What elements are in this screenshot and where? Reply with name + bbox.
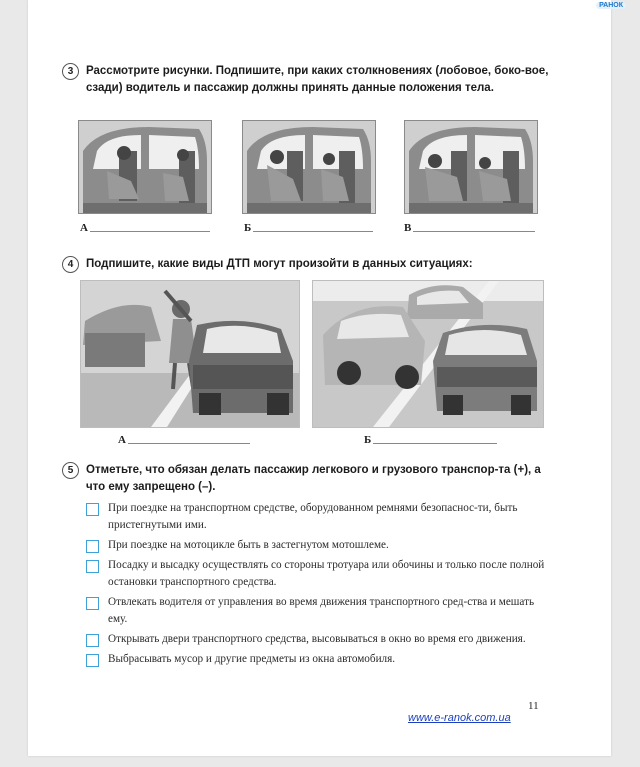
item-text: При поездке на транспортном средстве, оборудованном ремнями безопаснос-ти, быть пристегнутыми ими. xyxy=(108,502,518,531)
task-number: 5 xyxy=(62,462,79,479)
car-interior-picture-c xyxy=(404,120,538,214)
pedestrian-picture xyxy=(80,280,300,428)
caption-letter: А xyxy=(118,434,126,446)
caption-a-field[interactable] xyxy=(80,222,210,234)
list-item xyxy=(86,557,556,591)
answer-checkbox[interactable] xyxy=(86,654,99,667)
answer-line xyxy=(253,231,373,232)
caption-b-field-task4[interactable] xyxy=(364,434,497,446)
caption-letter: Б xyxy=(244,222,252,234)
caption-b-field[interactable] xyxy=(244,222,373,234)
answer-line xyxy=(90,231,210,232)
car-interior-picture-b xyxy=(242,120,376,214)
item-text: При поездке на мотоцикле быть в застегнутом мотошлеме. xyxy=(108,539,389,551)
caption-letter: Б xyxy=(364,434,372,446)
website-link[interactable]: www.e-ranok.com.ua xyxy=(408,712,511,724)
answer-checkbox[interactable] xyxy=(86,503,99,516)
answer-line xyxy=(413,231,535,232)
list-item xyxy=(86,537,556,554)
list-item xyxy=(86,500,556,534)
answer-line xyxy=(128,443,250,444)
task-number: 4 xyxy=(62,256,79,273)
answer-line xyxy=(373,443,497,444)
traffic-picture xyxy=(312,280,544,428)
answer-checkbox[interactable] xyxy=(86,597,99,610)
list-item xyxy=(86,651,556,668)
page-number: 11 xyxy=(528,700,539,712)
item-text: Открывать двери транспортного средства, высовываться в окно во время его движения. xyxy=(108,633,526,645)
task-question: Отметьте, что обязан делать пассажир легкового и грузового транспор-та (+), а что ему запрещено (–). xyxy=(86,464,541,493)
task-3 xyxy=(62,63,562,97)
caption-a-field-task4[interactable] xyxy=(118,434,250,446)
caption-letter: А xyxy=(80,222,88,234)
answer-checkbox[interactable] xyxy=(86,540,99,553)
item-text: Выбрасывать мусор и другие предметы из окна автомобиля. xyxy=(108,653,396,665)
list-item xyxy=(86,594,556,628)
car-interior-picture-a xyxy=(78,120,212,214)
checkbox-list xyxy=(86,500,556,671)
caption-c-field[interactable] xyxy=(404,222,535,234)
answer-checkbox[interactable] xyxy=(86,560,99,573)
task-number: 3 xyxy=(62,63,79,80)
task-question: Рассмотрите рисунки. Подпишите, при каких столкновениях (лобовое, боко-вое, сзади) водитель и пассажир должны принять данные положения тела. xyxy=(86,65,549,94)
task-5 xyxy=(62,462,562,496)
task-4 xyxy=(62,256,562,273)
item-text: Посадку и высадку осуществлять со стороны тротуара или обочины и только после полной остановки транспортного средства. xyxy=(108,559,545,588)
item-text: Отвлекать водителя от управления во время движения транспортного сред-ства и мешать ему. xyxy=(108,596,535,625)
task-question: Подпишите, какие виды ДТП могут произойти в данных ситуациях: xyxy=(86,258,473,270)
caption-letter: В xyxy=(404,222,412,234)
list-item xyxy=(86,631,556,648)
publisher-logo: РАНОК xyxy=(596,2,626,9)
answer-checkbox[interactable] xyxy=(86,634,99,647)
